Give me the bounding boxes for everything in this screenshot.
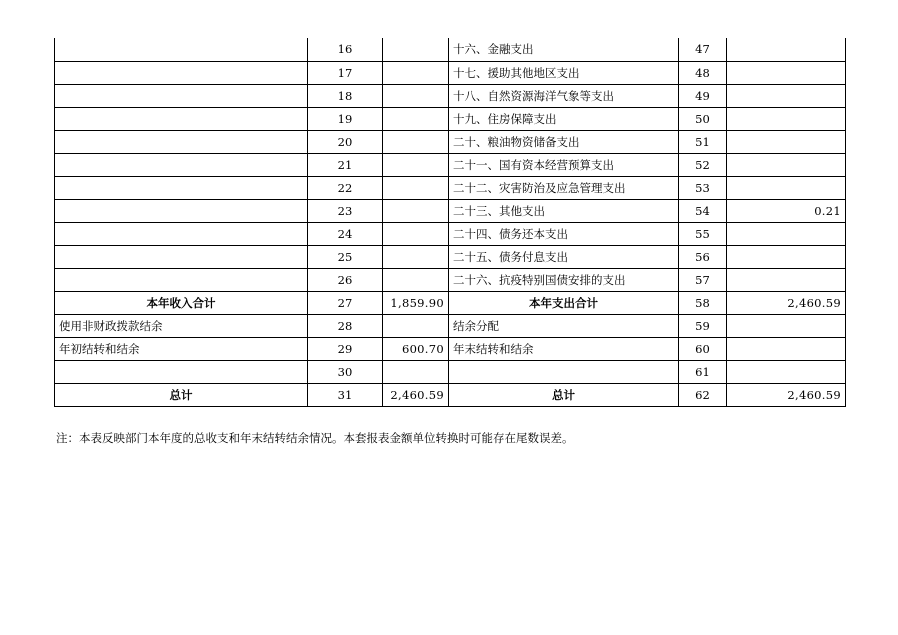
income-row-number: 22 (308, 176, 383, 199)
income-amount (383, 84, 449, 107)
expense-amount (727, 222, 846, 245)
expense-item-name: 年末结转和结余 (449, 337, 679, 360)
expense-item-name: 十六、金融支出 (449, 38, 679, 61)
income-row-number: 19 (308, 107, 383, 130)
income-expense-table (54, 38, 846, 407)
income-row-number: 30 (308, 360, 383, 383)
expense-item-name: 二十一、国有资本经营预算支出 (449, 153, 679, 176)
expense-amount (727, 84, 846, 107)
income-amount (383, 176, 449, 199)
income-item-name: 使用非财政拨款结余 (55, 314, 308, 337)
expense-item-name: 十九、住房保障支出 (449, 107, 679, 130)
expense-row-number: 47 (679, 38, 727, 61)
income-item-name: 年初结转和结余 (55, 337, 308, 360)
income-item-name (55, 199, 308, 222)
income-row-number: 27 (308, 291, 383, 314)
expense-row-number: 61 (679, 360, 727, 383)
expense-row-number: 57 (679, 268, 727, 291)
table-total-row (55, 291, 846, 314)
expense-amount (727, 245, 846, 268)
income-row-number: 31 (308, 383, 383, 406)
income-row-number: 25 (308, 245, 383, 268)
table-row (55, 61, 846, 84)
income-amount (383, 245, 449, 268)
expense-row-number: 49 (679, 84, 727, 107)
income-row-number: 28 (308, 314, 383, 337)
expense-item-name: 二十六、抗疫特别国债安排的支出 (449, 268, 679, 291)
income-item-name (55, 84, 308, 107)
expense-item-name: 十七、援助其他地区支出 (449, 61, 679, 84)
expense-amount (727, 176, 846, 199)
income-item-name (55, 107, 308, 130)
expense-row-number: 58 (679, 291, 727, 314)
expense-row-number: 59 (679, 314, 727, 337)
income-amount (383, 107, 449, 130)
expense-item-name: 二十三、其他支出 (449, 199, 679, 222)
expense-row-number: 55 (679, 222, 727, 245)
income-item-name (55, 153, 308, 176)
expense-item-name: 总计 (449, 383, 679, 406)
income-row-number: 21 (308, 153, 383, 176)
income-amount (383, 153, 449, 176)
income-item-name (55, 268, 308, 291)
income-amount (383, 199, 449, 222)
expense-row-number: 60 (679, 337, 727, 360)
income-item-name (55, 245, 308, 268)
expense-row-number: 52 (679, 153, 727, 176)
table-total-row (55, 383, 846, 406)
table-row (55, 245, 846, 268)
expense-amount: 0.21 (727, 199, 846, 222)
income-item-name: 本年收入合计 (55, 291, 308, 314)
expense-item-name: 结余分配 (449, 314, 679, 337)
expense-amount (727, 360, 846, 383)
table-row (55, 107, 846, 130)
table-footnote: 注：本表反映部门本年度的总收支和年末结转结余情况。本套报表金额单位转换时可能存在尾数误差。 (56, 431, 574, 445)
table-row (55, 176, 846, 199)
expense-amount (727, 337, 846, 360)
expense-item-name: 二十、粮油物资储备支出 (449, 130, 679, 153)
income-item-name (55, 360, 308, 383)
expense-amount (727, 130, 846, 153)
expense-amount (727, 268, 846, 291)
table-row (55, 268, 846, 291)
income-amount (383, 268, 449, 291)
expense-item-name: 二十四、债务还本支出 (449, 222, 679, 245)
income-amount (383, 222, 449, 245)
income-item-name (55, 176, 308, 199)
expense-amount (727, 314, 846, 337)
income-item-name (55, 222, 308, 245)
income-row-number: 26 (308, 268, 383, 291)
expense-row-number: 62 (679, 383, 727, 406)
income-amount (383, 360, 449, 383)
expense-amount: 2,460.59 (727, 291, 846, 314)
expense-row-number: 53 (679, 176, 727, 199)
table-row (55, 337, 846, 360)
income-item-name (55, 61, 308, 84)
expense-row-number: 51 (679, 130, 727, 153)
expense-item-name: 十八、自然资源海洋气象等支出 (449, 84, 679, 107)
table-row (55, 360, 846, 383)
table-row (55, 222, 846, 245)
expense-row-number: 50 (679, 107, 727, 130)
income-amount (383, 314, 449, 337)
income-amount (383, 61, 449, 84)
expense-row-number: 54 (679, 199, 727, 222)
income-item-name (55, 38, 308, 61)
income-item-name: 总计 (55, 383, 308, 406)
income-amount: 2,460.59 (383, 383, 449, 406)
income-item-name (55, 130, 308, 153)
income-row-number: 18 (308, 84, 383, 107)
expense-item-name: 本年支出合计 (449, 291, 679, 314)
expense-amount (727, 107, 846, 130)
income-amount: 600.70 (383, 337, 449, 360)
expense-row-number: 48 (679, 61, 727, 84)
income-row-number: 17 (308, 61, 383, 84)
table-row (55, 130, 846, 153)
expense-amount (727, 153, 846, 176)
expense-amount: 2,460.59 (727, 383, 846, 406)
table-body (55, 38, 846, 406)
expense-amount (727, 38, 846, 61)
income-amount (383, 130, 449, 153)
income-amount: 1,859.90 (383, 291, 449, 314)
income-row-number: 23 (308, 199, 383, 222)
income-row-number: 24 (308, 222, 383, 245)
income-row-number: 29 (308, 337, 383, 360)
income-row-number: 20 (308, 130, 383, 153)
expense-amount (727, 61, 846, 84)
income-row-number: 16 (308, 38, 383, 61)
table-row (55, 84, 846, 107)
table-row (55, 314, 846, 337)
expense-item-name (449, 360, 679, 383)
table-row (55, 153, 846, 176)
expense-row-number: 56 (679, 245, 727, 268)
expense-item-name: 二十五、债务付息支出 (449, 245, 679, 268)
expense-item-name: 二十二、灾害防治及应急管理支出 (449, 176, 679, 199)
table-row (55, 199, 846, 222)
table-row (55, 38, 846, 61)
income-amount (383, 38, 449, 61)
